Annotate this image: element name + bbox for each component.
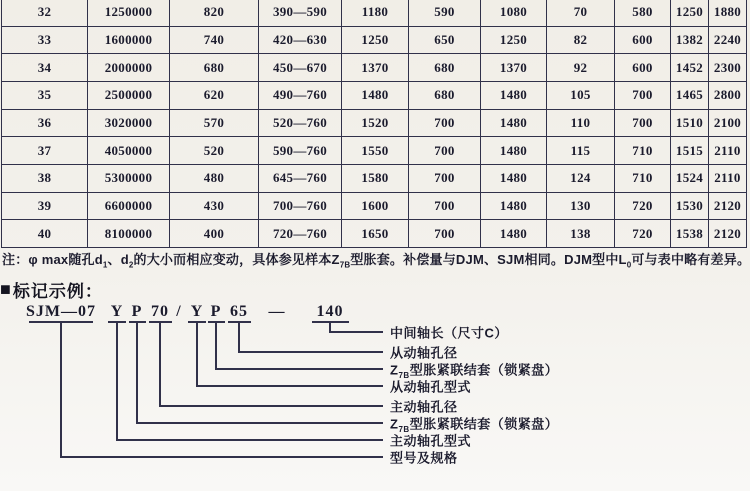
table-cell: 1480 — [481, 81, 547, 109]
table-footnote: 注：φ max随孔$d_1$、$d_2$的大小而相应变动，具体参见样本$Z_{7B}$型胀套。补偿量与DJM、SJM相同。DJM型中$L_0$可与表中略有差异。 — [2, 252, 750, 270]
table-cell: 138 — [547, 220, 615, 248]
table-cell: 1480 — [342, 81, 409, 109]
designation-code-part: Y — [110, 303, 124, 320]
table-cell: 82 — [547, 26, 615, 54]
table-cell: 390—590 — [259, 0, 342, 26]
table-cell: 2300 — [709, 54, 747, 82]
table-row — [2, 26, 747, 54]
table-cell: 110 — [547, 109, 615, 137]
spec-table-body — [2, 0, 747, 248]
connector-line-vertical — [238, 322, 240, 353]
table-cell: 1465 — [671, 81, 709, 109]
table-cell: 700—760 — [259, 192, 342, 220]
table-cell: 680 — [170, 54, 259, 82]
designation-label: 主动轴孔径 — [390, 399, 458, 415]
table-cell: 34 — [2, 54, 88, 82]
designation-code-part: / — [176, 303, 182, 320]
connector-line-vertical — [116, 322, 118, 441]
table-cell: 520 — [170, 137, 259, 165]
coupling-spec-table — [1, 0, 747, 248]
designation-code-part: 140 — [316, 303, 344, 320]
connector-line-vertical — [60, 322, 62, 458]
table-cell: 1538 — [671, 220, 709, 248]
table-cell: 4050000 — [88, 137, 170, 165]
table-cell: 1080 — [481, 0, 547, 26]
table-cell: 720—760 — [259, 220, 342, 248]
table-cell: 2110 — [709, 137, 747, 165]
table-cell: 1480 — [481, 220, 547, 248]
table-cell: 1180 — [342, 0, 409, 26]
table-cell: 5300000 — [88, 164, 170, 192]
table-cell: 400 — [170, 220, 259, 248]
table-cell: 700 — [409, 164, 481, 192]
connector-line-horizontal — [116, 439, 383, 441]
designation-code-part: P — [210, 303, 222, 320]
designation-label: 从动轴孔径 — [390, 345, 458, 361]
table-cell: 40 — [2, 220, 88, 248]
designation-label: $Z_{7B}$型胀紧联结套（锁紧盘） — [390, 362, 559, 381]
designation-code-part: SJM—07 — [26, 303, 96, 320]
square-bullet-icon: ■ — [0, 279, 12, 299]
designation-label: 主动轴孔型式 — [390, 433, 472, 449]
table-cell: 430 — [170, 192, 259, 220]
table-cell: 38 — [2, 164, 88, 192]
table-cell: 2000000 — [88, 54, 170, 82]
table-cell: 600 — [615, 54, 671, 82]
connector-line-vertical — [136, 322, 138, 424]
designation-label: $Z_{7B}$型胀紧联结套（锁紧盘） — [390, 416, 559, 435]
connector-line-horizontal — [238, 351, 383, 353]
table-cell: 1480 — [481, 109, 547, 137]
table-cell: 710 — [615, 164, 671, 192]
connector-line-horizontal — [136, 422, 383, 424]
table-row — [2, 164, 747, 192]
table-cell: 37 — [2, 137, 88, 165]
table-cell: 600 — [615, 26, 671, 54]
table-cell: 490—760 — [259, 81, 342, 109]
table-cell: 1520 — [342, 109, 409, 137]
table-cell: 124 — [547, 164, 615, 192]
table-cell: 1370 — [342, 54, 409, 82]
table-cell: 700 — [409, 137, 481, 165]
table-cell: 2120 — [709, 220, 747, 248]
table-cell: 1250 — [481, 26, 547, 54]
connector-line-vertical — [196, 322, 198, 387]
table-cell: 2110 — [709, 164, 747, 192]
table-row — [2, 192, 747, 220]
table-cell: 590—760 — [259, 137, 342, 165]
table-cell: 700 — [409, 109, 481, 137]
table-cell: 710 — [615, 137, 671, 165]
table-cell: 700 — [615, 109, 671, 137]
table-cell: 650 — [409, 26, 481, 54]
table-cell: 130 — [547, 192, 615, 220]
table-cell: 115 — [547, 137, 615, 165]
table-cell: 1650 — [342, 220, 409, 248]
table-cell: 2100 — [709, 109, 747, 137]
connector-line-horizontal — [215, 368, 383, 370]
designation-code-part: 65 — [230, 303, 248, 320]
table-cell: 2240 — [709, 26, 747, 54]
table-cell: 33 — [2, 26, 88, 54]
marking-example-header — [0, 277, 103, 302]
connector-line-horizontal — [329, 331, 383, 333]
table-row — [2, 109, 747, 137]
table-cell: 620 — [170, 81, 259, 109]
connector-line-horizontal — [196, 385, 383, 387]
table-cell: 1580 — [342, 164, 409, 192]
table-cell: 36 — [2, 109, 88, 137]
table-cell: 740 — [170, 26, 259, 54]
table-cell: 32 — [2, 0, 88, 26]
table-cell: 480 — [170, 164, 259, 192]
table-cell: 1452 — [671, 54, 709, 82]
table-cell: 105 — [547, 81, 615, 109]
connector-line-vertical — [159, 322, 161, 407]
table-cell: 1480 — [481, 137, 547, 165]
marking-example-title: 标记示例： — [12, 282, 103, 301]
designation-code-part: P — [131, 303, 143, 320]
connector-line-horizontal — [159, 405, 383, 407]
table-cell: 1880 — [709, 0, 747, 26]
table-cell: 1370 — [481, 54, 547, 82]
table-cell: 700 — [615, 81, 671, 109]
table-cell: 570 — [170, 109, 259, 137]
table-cell: 1382 — [671, 26, 709, 54]
table-row — [2, 220, 747, 248]
table-cell: 1250 — [671, 0, 709, 26]
designation-code-part: — — [268, 303, 286, 320]
table-cell: 2120 — [709, 192, 747, 220]
designation-code-part: 70 — [151, 303, 169, 320]
table-cell: 420—630 — [259, 26, 342, 54]
table-cell: 720 — [615, 220, 671, 248]
table-cell: 1600 — [342, 192, 409, 220]
table-cell: 450—670 — [259, 54, 342, 82]
designation-label: 型号及规格 — [390, 450, 458, 466]
table-cell: 70 — [547, 0, 615, 26]
table-row — [2, 0, 747, 26]
table-row — [2, 81, 747, 109]
table-cell: 1600000 — [88, 26, 170, 54]
table-cell: 700 — [409, 220, 481, 248]
table-cell: 520—760 — [259, 109, 342, 137]
table-cell: 1250000 — [88, 0, 170, 26]
table-cell: 820 — [170, 0, 259, 26]
table-cell: 92 — [547, 54, 615, 82]
table-cell: 2500000 — [88, 81, 170, 109]
table-cell: 1250 — [342, 26, 409, 54]
table-cell: 1480 — [481, 192, 547, 220]
table-cell: 720 — [615, 192, 671, 220]
connector-line-horizontal — [60, 456, 383, 458]
table-cell: 700 — [409, 192, 481, 220]
table-cell: 1550 — [342, 137, 409, 165]
table-cell: 8100000 — [88, 220, 170, 248]
table-cell: 1515 — [671, 137, 709, 165]
table-cell: 680 — [409, 54, 481, 82]
table-cell: 1524 — [671, 164, 709, 192]
table-cell: 6600000 — [88, 192, 170, 220]
table-cell: 35 — [2, 81, 88, 109]
table-cell: 680 — [409, 81, 481, 109]
table-row — [2, 54, 747, 82]
designation-code-part: Y — [190, 303, 204, 320]
designation-label: 中间轴长（尺寸C） — [390, 325, 508, 341]
table-cell: 1480 — [481, 164, 547, 192]
table-cell: 1510 — [671, 109, 709, 137]
connector-line-vertical — [215, 322, 217, 370]
table-cell: 645—760 — [259, 164, 342, 192]
table-cell: 3020000 — [88, 109, 170, 137]
table-cell: 2800 — [709, 81, 747, 109]
table-cell: 1530 — [671, 192, 709, 220]
table-cell: 580 — [615, 0, 671, 26]
table-row — [2, 137, 747, 165]
designation-label: 从动轴孔型式 — [390, 379, 472, 395]
table-cell: 39 — [2, 192, 88, 220]
table-cell: 590 — [409, 0, 481, 26]
